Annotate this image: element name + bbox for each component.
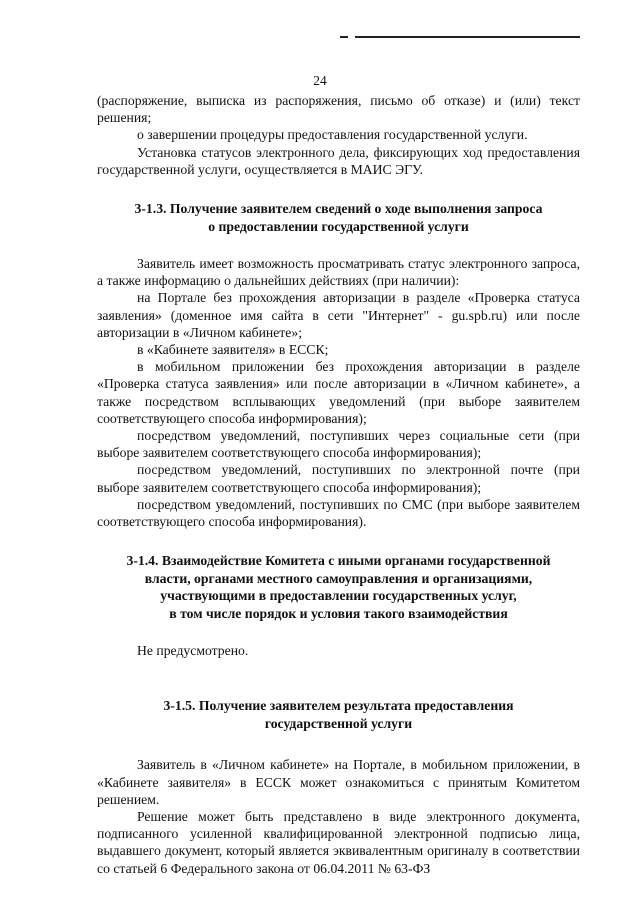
heading-line: 3-1.3. Получение заявителем сведений о ходе выполнения запроса — [134, 201, 543, 217]
paragraph: о завершении процедуры предоставления государственной услуги. — [137, 127, 528, 143]
section-heading-3-1-4 — [97, 552, 580, 622]
heading-line: о предоставлении государственной услуги — [208, 218, 469, 234]
paragraph: Решение может быть представлено в виде электронного документа, подписанного усиленной квалифицированной электронной подписью лица, выдавшего документ, который является эквивалентным оригиналу в соответствии со статьей 6 Федерального закона от 06.04.2011 № 63-ФЗ — [97, 809, 580, 876]
paragraph: Заявитель имеет возможность просматривать статус электронного запроса, а также информацию о дальнейших действиях (при наличии): — [97, 256, 580, 289]
list-item: в мобильном приложении без прохождения авторизации в разделе «Проверка статуса заявления» или после авторизации в «Личном кабинете», а также посредством всплывающих уведомлений (при выборе заявителем соответствующего способа информирования); — [97, 359, 580, 426]
heading-line: в том числе порядок и условия такого взаимодействия — [169, 605, 508, 621]
document-body — [97, 92, 580, 877]
paragraph: Заявитель в «Личном кабинете» на Портале, в мобильном приложении, в «Кабинете заявителя» в ЕССК может ознакомиться с принятым Комитетом решением. — [97, 757, 580, 807]
paragraph: Установка статусов электронного дела, фиксирующих ход предоставления государственной услуги, осуществляется в МАИС ЭГУ. — [97, 144, 580, 177]
list-item: на Портале без прохождения авторизации в разделе «Проверка статуса заявления» (доменное имя сайта в сети "Интернет" - gu.spb.ru) или после авторизации в «Личном кабинете»; — [97, 290, 580, 340]
list-item: в «Кабинете заявителя» в ЕССК; — [137, 342, 329, 358]
heading-line: участвующими в предоставлении государственных услуг, — [160, 588, 517, 604]
paragraph: (распоряжение, выписка из распоряжения, письмо об отказе) и (или) текст решения; — [97, 93, 580, 126]
list-item: посредством уведомлений, поступивших по СМС (при выборе заявителем соответствующего способа информирования). — [97, 496, 580, 530]
paragraph: Не предусмотрено. — [137, 643, 249, 659]
list-item: посредством уведомлений, поступивших по электронной почте (при выборе заявителем соответствующего способа информирования); — [97, 462, 580, 495]
section-heading-3-1-5 — [97, 697, 580, 732]
heading-line: 3-1.5. Получение заявителем результата предоставления — [163, 698, 514, 714]
page-number: 24 — [313, 73, 327, 88]
list-item: посредством уведомлений, поступивших через социальные сети (при выборе заявителем соответствующего способа информирования); — [97, 428, 580, 461]
heading-line: 3-1.4. Взаимодействие Комитета с иными органами государственной — [126, 553, 551, 569]
section-heading-3-1-3 — [97, 200, 580, 235]
header-rule — [355, 36, 580, 38]
heading-line: власти, органами местного самоуправления и организациями, — [144, 570, 533, 586]
heading-line: государственной услуги — [264, 715, 413, 731]
